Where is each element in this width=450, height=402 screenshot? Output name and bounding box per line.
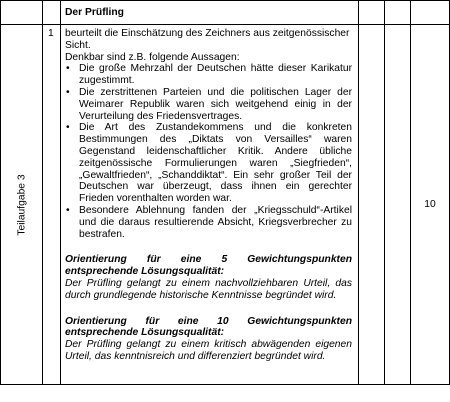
expectation-content [61, 25, 359, 385]
header-cell-empty-5 [411, 1, 450, 25]
criterion-body: Der Prüfling gelangt zu einem nachvollziehbaren Urteil, das durch grundlegende historische Kenntnisse begründet wird. [65, 277, 352, 301]
criterion-heading-cont: entsprechende Lösungsqualität: [65, 266, 225, 278]
list-item-text: Besondere Ablehnung fanden der „Kriegsschuld“-Artikel und die daraus resultierende Absicht, Kriegsverbrecher zu bestrafen. [79, 204, 352, 240]
criterion-heading: Orientierung für eine 5 Gewichtungspunkten [65, 254, 352, 266]
list-item-text: Die zerstrittenen Parteien und die politischen Lager der Weimarer Republik waren sich weitgehend einig in der Verurteilung des Friedensvertrages. [79, 86, 352, 122]
criterion-5-points [65, 254, 352, 301]
side-label: Teilaufgabe 3 [16, 173, 27, 236]
side-label-cell [1, 25, 43, 385]
examples-intro: Denkbar sind z.B. folgende Aussagen: [65, 51, 240, 63]
header-cell-empty-3 [359, 1, 385, 25]
empty-cell [359, 25, 385, 385]
list-item [65, 63, 352, 87]
header-row [1, 1, 450, 25]
empty-cell [385, 25, 411, 385]
bullet-icon: • [66, 204, 70, 216]
row-number: 1 [43, 25, 61, 385]
criterion-heading-cont: entsprechende Lösungsqualität: [65, 327, 225, 339]
bullet-icon: • [66, 63, 70, 75]
criterion-heading: Orientierung für eine 10 Gewichtungspunkten [65, 315, 352, 327]
criterion-body: Der Prüfling gelangt zu einem kritisch abwägenden eigenen Urteil, das kenntnisreich und differenziert begründet wird. [65, 339, 352, 362]
list-item [65, 122, 352, 205]
list-item-text: Die Art des Zustandekommens und die konkreten Bestimmungen des „Diktats von Versailles“ waren Gegenstand leidenschaftlicher Kritik. Andere übliche zeitgenössische Formulierungen waren „Siegfrieden“, „Gewaltfrieden“, „Schanddiktat“. Ein sehr großer Teil der Deutschen war überzeugt, dass ihnen ein gerechter Frieden vorenthalten worden war. [79, 122, 352, 205]
header-cell-empty-1 [1, 1, 43, 25]
bullet-icon: • [66, 122, 70, 134]
expected-statements-list [65, 63, 352, 240]
bullet-icon: • [66, 86, 70, 98]
intro-line: beurteilt die Einschätzung des Zeichners aus zeitgenössischer Sicht. [65, 28, 350, 51]
points-value: 10 [411, 25, 450, 385]
header-cell-empty-4 [385, 1, 411, 25]
list-item [65, 87, 352, 122]
task-row [1, 25, 450, 385]
header-title: Der Prüfling [61, 1, 359, 25]
header-cell-empty-2 [43, 1, 61, 25]
list-item [65, 205, 352, 240]
list-item-text: Die große Mehrzahl der Deutschen hätte dieser Karikatur zugestimmt. [79, 63, 352, 87]
criterion-10-points [65, 316, 352, 363]
